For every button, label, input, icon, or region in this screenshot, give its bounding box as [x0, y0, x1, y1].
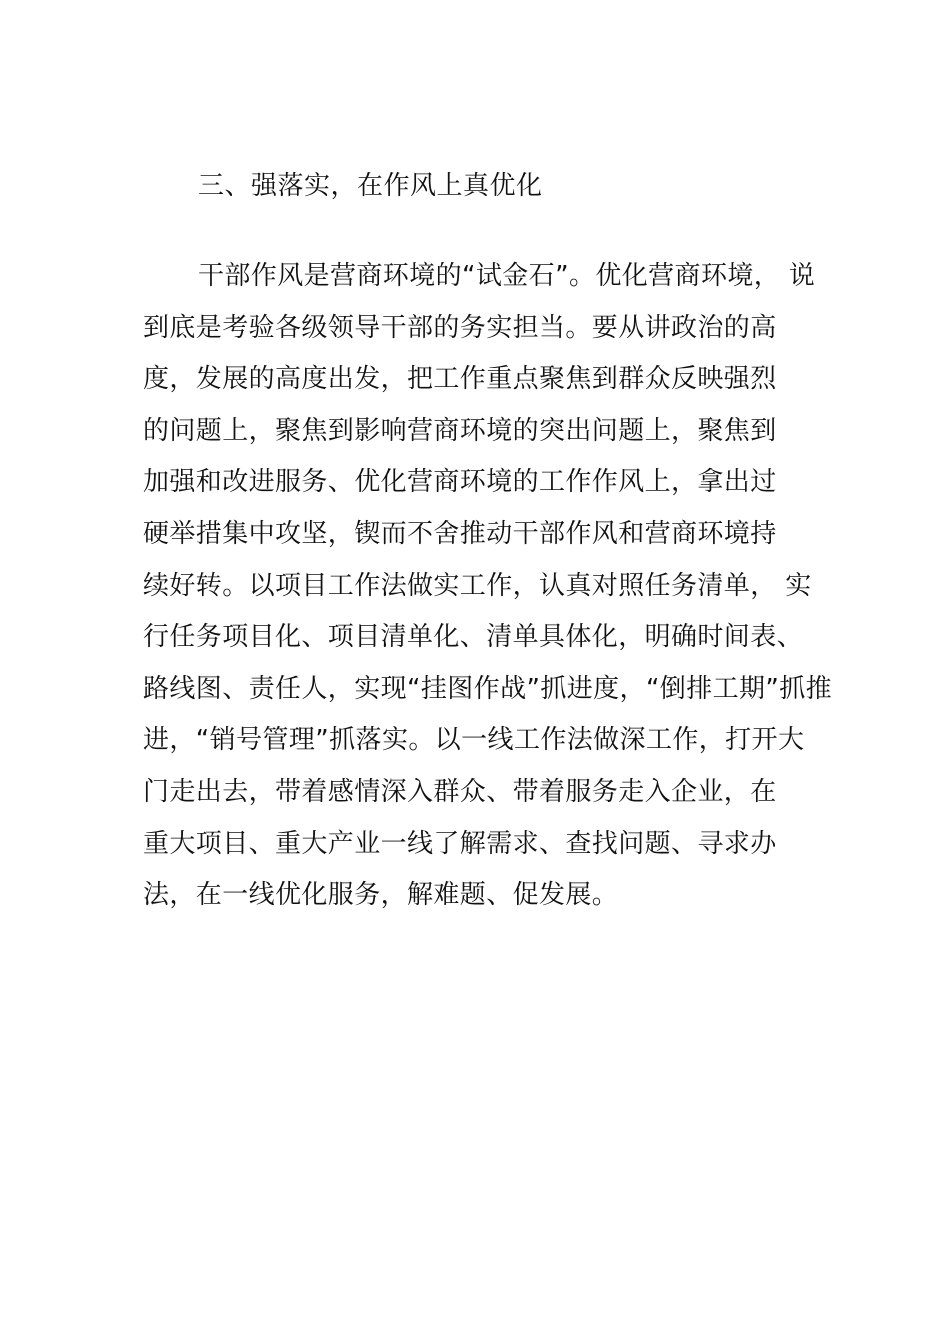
paragraph-line: 重大项目、重大产业一线了解需求、查找问题、寻求办	[143, 828, 777, 859]
paragraph-line: 度，发展的高度出发，把工作重点聚焦到群众反映强烈	[143, 364, 777, 395]
paragraph-line: 硬举措集中攻坚，锲而不舍推动干部作风和营商环境持	[143, 518, 777, 549]
paragraph-line: 法，在一线优化服务，解难题、促发展。	[143, 880, 619, 911]
paragraph-line: 干部作风是营商环境的“试金石”。优化营商环境， 说	[198, 261, 816, 291]
paragraph-line: 的问题上，聚焦到影响营商环境的突出问题上，聚焦到	[143, 415, 777, 446]
body-paragraph	[143, 256, 833, 927]
paragraph-line: 行任务项目化、项目清单化、清单具体化，明确时间表、	[143, 622, 804, 653]
paragraph-line: 续好转。以项目工作法做实工作，认真对照任务清单， 实	[143, 570, 812, 601]
paragraph-line: 加强和改进服务、优化营商环境的工作作风上，拿出过	[143, 467, 777, 498]
section-heading: 三、强落实，在作风上真优化	[198, 171, 543, 201]
paragraph-line: 路线图、责任人，实现“挂图作战”抓进度，“倒排工期”抓推	[143, 673, 833, 704]
paragraph-line: 门走出去，带着感情深入群众、带着服务走入企业，在	[143, 776, 777, 807]
paragraph-line: 到底是考验各级领导干部的务实担当。要从讲政治的高	[143, 312, 777, 343]
paragraph-line: 进，“销号管理”抓落实。以一线工作法做深工作，打开大	[143, 725, 805, 756]
